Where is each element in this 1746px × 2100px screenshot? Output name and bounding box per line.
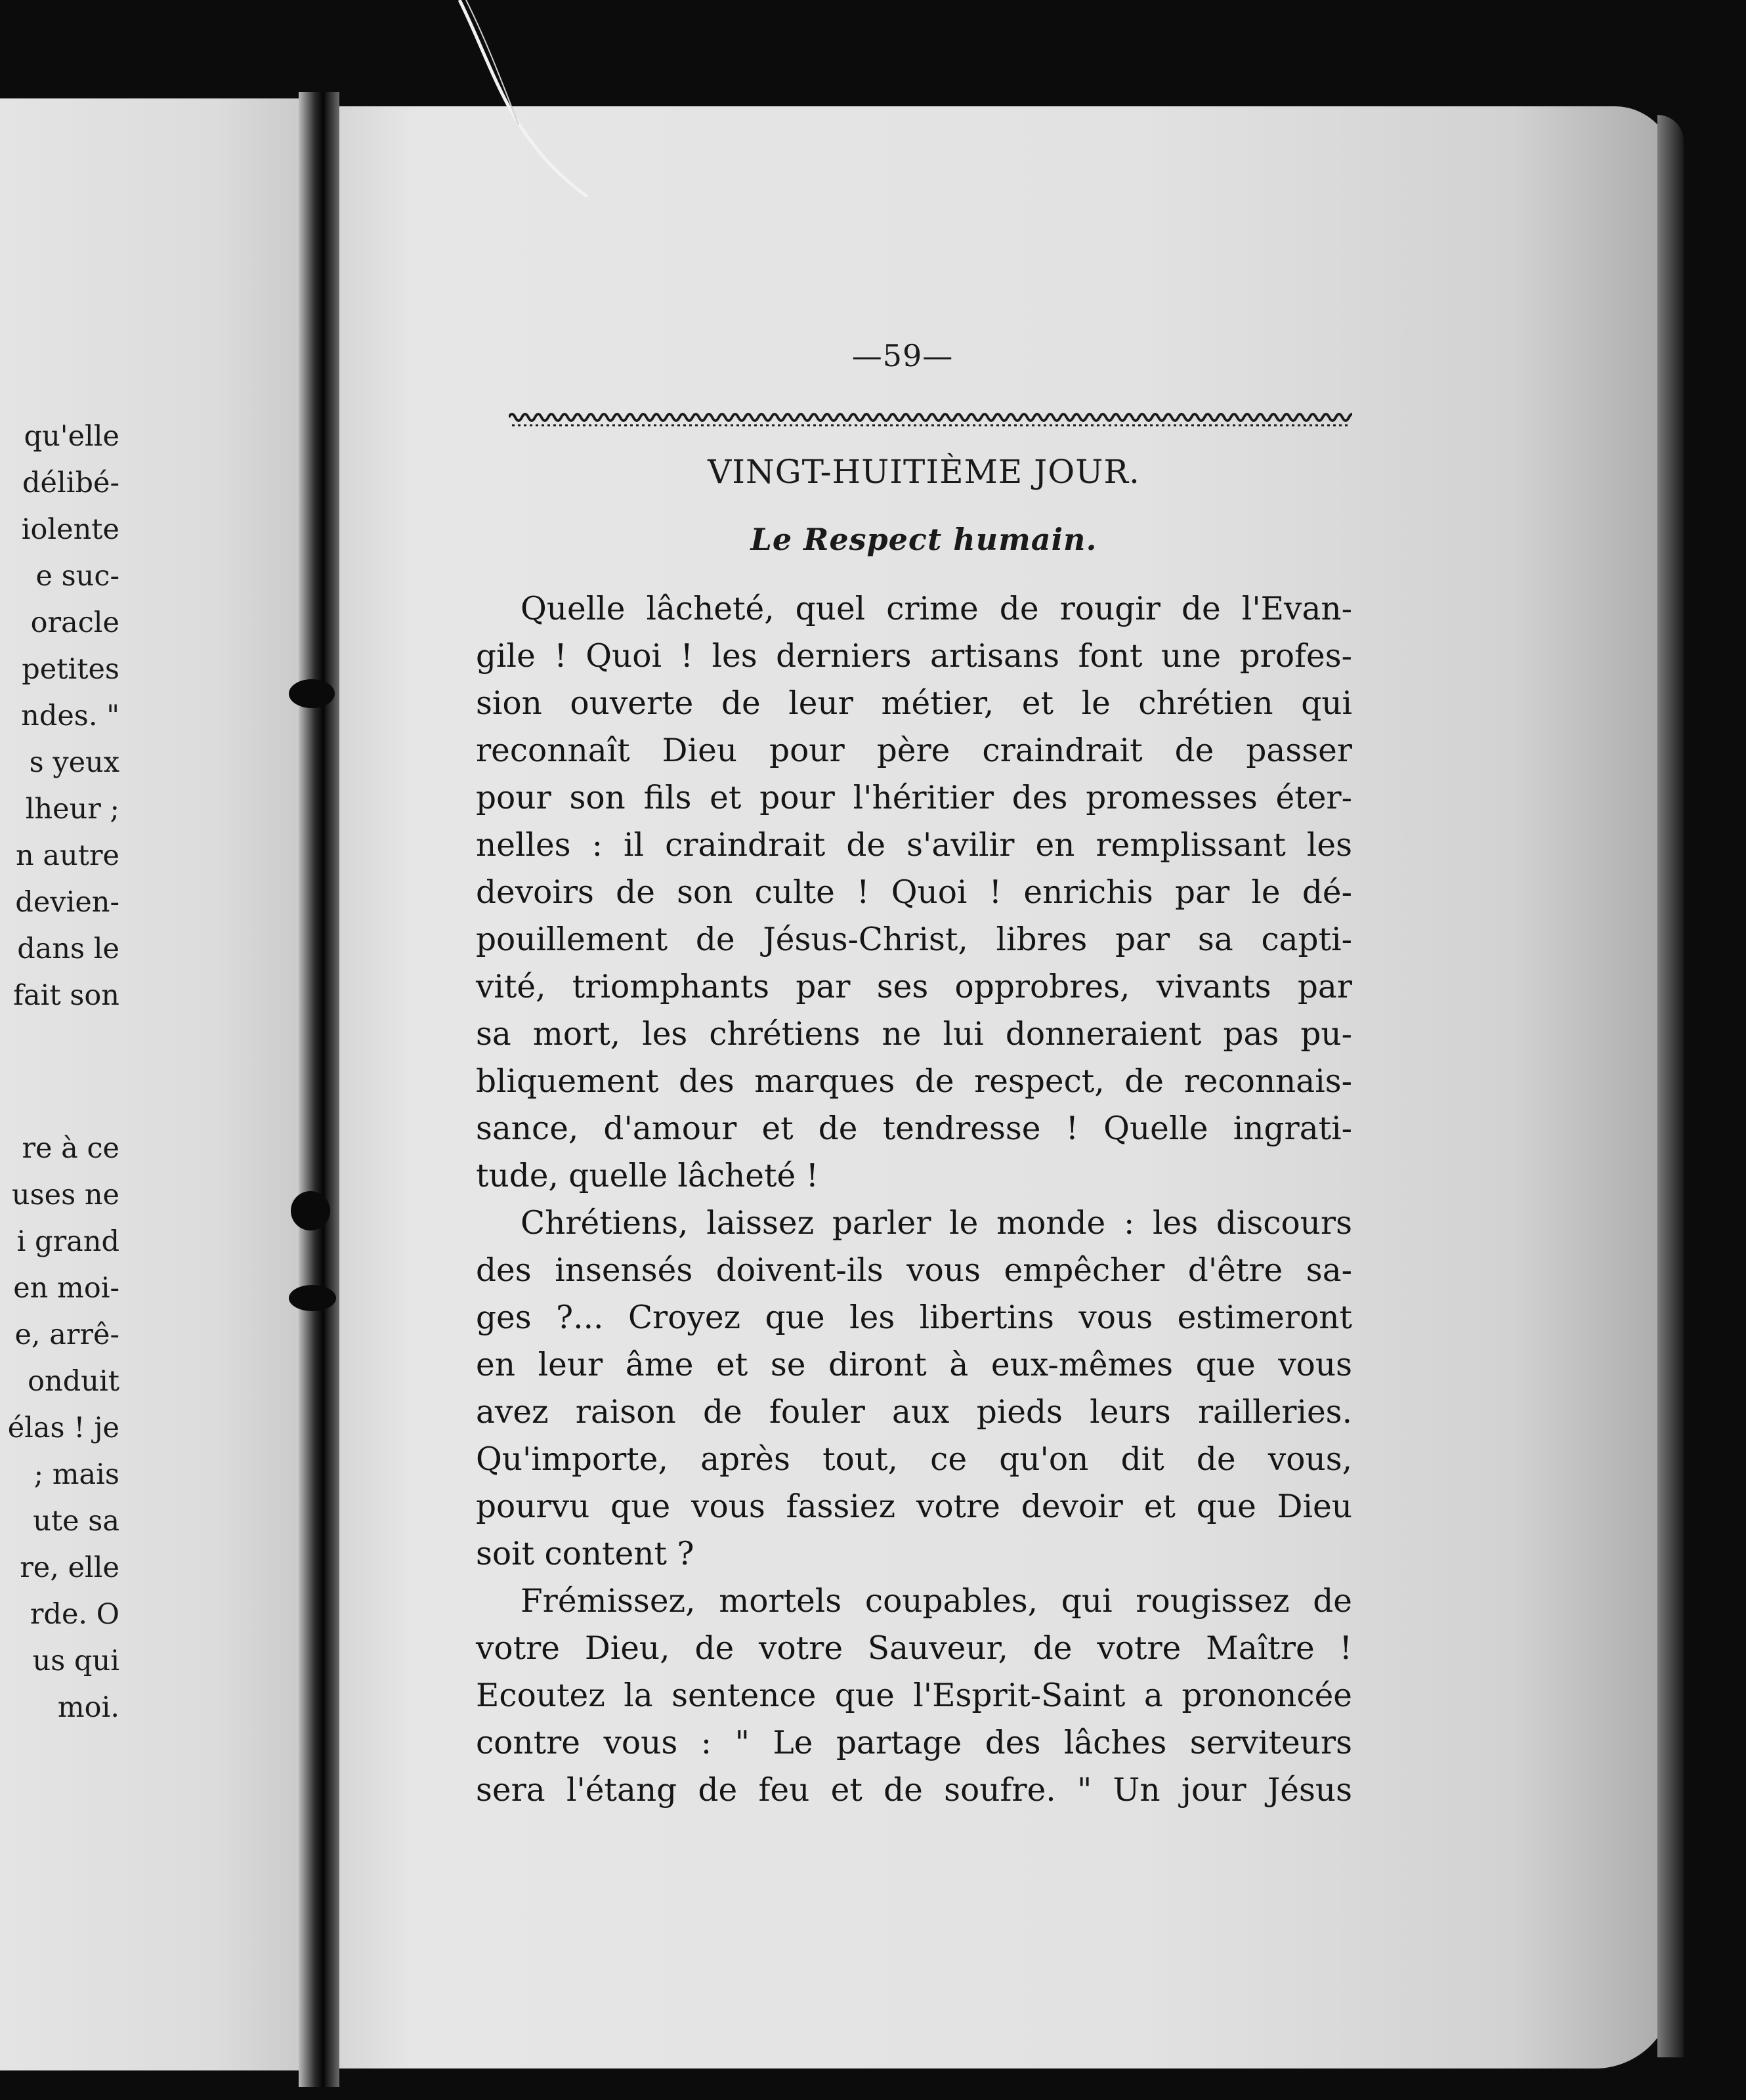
body-line: vité, triomphants par ses opprobres, vivants par: [476, 969, 1352, 1005]
left-page-line: re à ce: [22, 1132, 119, 1165]
left-page-line: e, arrê-: [14, 1318, 119, 1351]
left-page-line: n autre: [16, 839, 119, 872]
body-line: Quelle lâcheté, quel crime de rougir de l'Evan-: [521, 591, 1352, 627]
body-line: Chrétiens, laissez parler le monde : les discours: [521, 1205, 1352, 1242]
body-line: Frémissez, mortels coupables, qui rougissez de: [521, 1583, 1352, 1620]
left-page-line: e suc-: [35, 560, 119, 593]
left-page-line: moi.: [57, 1691, 119, 1724]
left-page-line: en moi-: [13, 1272, 119, 1305]
book-spine: [299, 92, 339, 2087]
body-line: pour son fils et pour l'héritier des promesses éter-: [476, 780, 1352, 816]
scan-hair-artifact: [453, 0, 597, 197]
left-page-line: onduit: [28, 1365, 119, 1398]
left-page-line: élas ! je: [7, 1412, 119, 1444]
body-line: sance, d'amour et de tendresse ! Quelle ingrati-: [476, 1110, 1352, 1147]
decorative-rule: [509, 408, 1352, 432]
left-page-line: re, elle: [20, 1551, 119, 1584]
body-line: contre vous : " Le partage des lâches serviteurs: [476, 1725, 1352, 1761]
binding-clip: [289, 679, 335, 708]
left-page-line: rde. O: [30, 1598, 119, 1631]
page-number: —59—: [851, 338, 954, 373]
body-line: votre Dieu, de votre Sauveur, de votre Maître !: [476, 1630, 1352, 1667]
body-line: nelles : il craindrait de s'avilir en remplissant les: [476, 827, 1352, 864]
body-line: sa mort, les chrétiens ne lui donneraient pas pu-: [476, 1016, 1352, 1053]
left-page-text-fragment: [0, 413, 119, 1724]
left-page-line: devien-: [15, 886, 119, 919]
body-line: sera l'étang de feu et de soufre. " Un jour Jésus: [476, 1772, 1352, 1809]
left-page-line: qu'elle: [24, 420, 119, 453]
body-line: reconnaît Dieu pour père craindrait de passer: [476, 732, 1352, 769]
body-line: bliquement des marques de respect, de reconnais-: [476, 1063, 1352, 1100]
left-page-line: s yeux: [29, 746, 119, 779]
chapter-title: VINGT-HUITIÈME JOUR.: [708, 453, 1140, 491]
body-line: avez raison de fouler aux pieds leurs railleries.: [476, 1394, 1352, 1431]
left-page-line: us qui: [32, 1645, 119, 1677]
body-line: devoirs de son culte ! Quoi ! enrichis par le dé-: [476, 874, 1352, 911]
body-text: [476, 585, 1352, 1814]
chapter-subtitle: Le Respect humain.: [750, 522, 1097, 557]
left-page-line: oracle: [30, 606, 119, 639]
left-page-line: iolente: [21, 513, 119, 546]
left-page-line: [0, 1019, 119, 1125]
left-page-line: ute sa: [33, 1505, 119, 1538]
left-page-line: lheur ;: [25, 793, 119, 826]
left-page-line: petites: [22, 653, 119, 686]
left-page-line: ; mais: [33, 1458, 119, 1491]
binding-clip: [289, 1285, 336, 1311]
right-page-edge-shadow: [1657, 115, 1684, 2057]
body-line: ges ?... Croyez que les libertins vous estimeront: [476, 1299, 1352, 1336]
body-line: des insensés doivent-ils vous empêcher d'être sa-: [476, 1252, 1352, 1289]
body-line: pouillement de Jésus-Christ, libres par sa capti-: [476, 921, 1352, 958]
left-page-line: dans le: [17, 933, 119, 965]
body-line: soit content ?: [476, 1536, 694, 1572]
left-page-line: ndes. ": [21, 700, 119, 732]
body-line: pourvu que vous fassiez votre devoir et que Dieu: [476, 1488, 1352, 1525]
left-page-line: uses ne: [11, 1179, 119, 1211]
binding-clip: [291, 1191, 330, 1230]
body-line: Ecoutez la sentence que l'Esprit-Saint a prononcée: [476, 1677, 1352, 1714]
body-line: en leur âme et se diront à eux-mêmes que vous: [476, 1347, 1352, 1383]
left-page-line: fait son: [13, 979, 119, 1012]
body-line: sion ouverte de leur métier, et le chrétien qui: [476, 685, 1352, 722]
body-line: gile ! Quoi ! les derniers artisans font une profes-: [476, 638, 1352, 675]
body-line: Qu'importe, après tout, ce qu'on dit de vous,: [476, 1441, 1352, 1478]
body-line: tude, quelle lâcheté !: [476, 1158, 819, 1194]
left-page-line: i grand: [16, 1225, 119, 1258]
left-page-line: délibé-: [22, 467, 119, 499]
